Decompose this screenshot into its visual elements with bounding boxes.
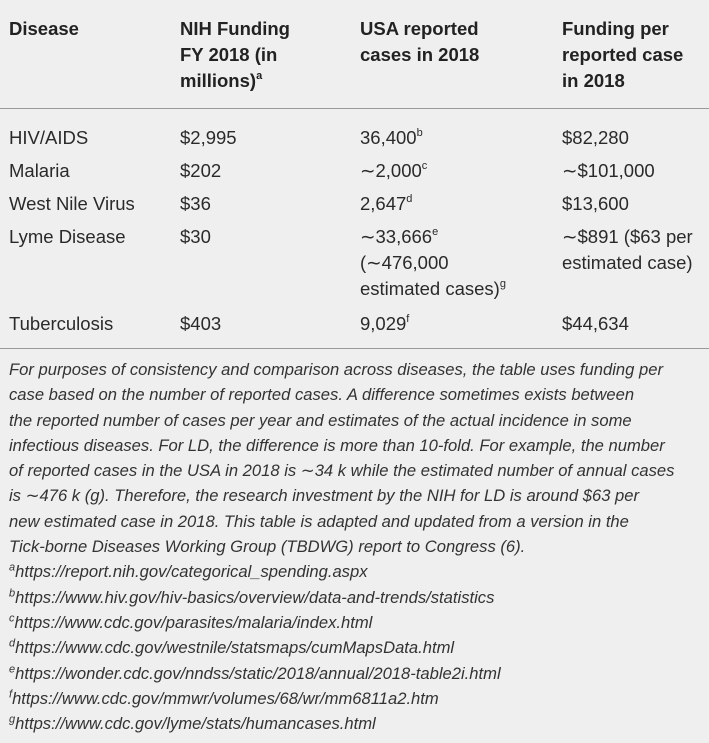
footnote-url[interactable]: https://www.cdc.gov/parasites/malaria/index.html (14, 612, 373, 632)
table-notes (9, 357, 703, 736)
header-funding-per-case: Funding per reported case in 2018 (562, 18, 684, 91)
cell-per-case: ∼$891 ($63 per estimated case) (562, 226, 693, 273)
note-line: the reported number of cases per year and estimates of the actual incidence in some (9, 410, 632, 430)
note-line: new estimated case in 2018. This table is adapted and updated from a version in the (9, 511, 629, 531)
footnote-url[interactable]: https://wonder.cdc.gov/nndss/static/2018/annual/2018-table2i.html (15, 663, 501, 683)
cell-per-case: $82,280 (562, 127, 629, 148)
header-disease: Disease (9, 18, 79, 39)
cell-disease: Tuberculosis (9, 313, 114, 334)
table-body (0, 109, 709, 349)
note-line: For purposes of consistency and comparison across diseases, the table uses funding per (9, 360, 663, 379)
footnote: $^d$https://www.cdc.gov/westnile/statsmaps/cumMapsData.html (9, 637, 455, 658)
cell-cases: 36,400$^b$ (360, 126, 423, 148)
cell-funding: $30 (180, 226, 211, 247)
cell-funding: $36 (180, 193, 211, 214)
footnote: $^e$https://wonder.cdc.gov/nndss/static/2018/annual/2018-table2i.html (9, 663, 501, 683)
cell-disease: Malaria (9, 160, 70, 181)
cell-disease: HIV/AIDS (9, 127, 89, 148)
cell-cases: ∼2,000$^c$ (360, 159, 428, 181)
footnote-url[interactable]: https://www.cdc.gov/mmwr/volumes/68/wr/mm6811a2.htm (12, 688, 439, 708)
note-line: of reported cases in the USA in 2018 is ∼34 k while the estimated number of annual cases (9, 461, 675, 481)
table-bottom-rule (0, 348, 709, 349)
cell-funding: $202 (180, 160, 222, 181)
footnote: $^b$https://www.hiv.gov/hiv-basics/overview/data-and-trends/statistics (9, 587, 495, 607)
cell-cases: ∼33,666e (∼476,000 estimated cases)$^g$ (360, 225, 506, 299)
cell-funding: $2,995 (180, 127, 237, 148)
note-line: is ∼476 k (g). Therefore, the research investment by the NIH for LD is around $63 per (9, 486, 640, 506)
cell-funding: $403 (180, 313, 222, 334)
cell-cases: 9,029$^f$ (360, 312, 410, 334)
cell-per-case: $13,600 (562, 193, 629, 214)
cell-disease: West Nile Virus (9, 193, 135, 214)
footnote-url[interactable]: https://www.hiv.gov/hiv-basics/overview/data-and-trends/statistics (15, 587, 495, 607)
note-line: infectious diseases. For LD, the difference is more than 10-fold. For example, the number (9, 435, 665, 455)
cell-per-case: ∼$101,000 (562, 160, 655, 181)
header-nih-funding: NIH Funding FY 2018 (in millions)$^a$ (180, 18, 290, 91)
header-usa-cases: USA reported cases in 2018 (360, 18, 480, 65)
footnote: $^c$https://www.cdc.gov/parasites/malaria/index.html (9, 612, 373, 632)
footnote-url[interactable]: https://www.cdc.gov/lyme/stats/humancases.html (15, 714, 376, 734)
cell-cases: 2,647$^d$ (360, 192, 413, 214)
footnote: $^g$https://www.cdc.gov/lyme/stats/humancases.html (9, 713, 376, 734)
reference-link[interactable]: 6 (505, 537, 516, 557)
cell-per-case: $44,634 (562, 313, 629, 334)
table-header (0, 0, 709, 109)
footnote-url[interactable]: https://report.nih.gov/categorical_spending.aspx (15, 562, 368, 582)
footnote: $^a$https://report.nih.gov/categorical_spending.aspx (9, 561, 368, 582)
footnote-mark: a (256, 69, 263, 82)
note-line: Tick-borne Diseases Working Group (TBDWG) report to Congress (6). (9, 537, 526, 557)
footnote-url[interactable]: https://www.cdc.gov/westnile/statsmaps/cumMapsData.html (15, 638, 455, 658)
cell-disease: Lyme Disease (9, 226, 126, 247)
footnote: $^f$https://www.cdc.gov/mmwr/volumes/68/wr/mm6811a2.htm (9, 688, 439, 708)
note-line: case based on the number of reported cases. A difference sometimes exists between (9, 385, 635, 405)
